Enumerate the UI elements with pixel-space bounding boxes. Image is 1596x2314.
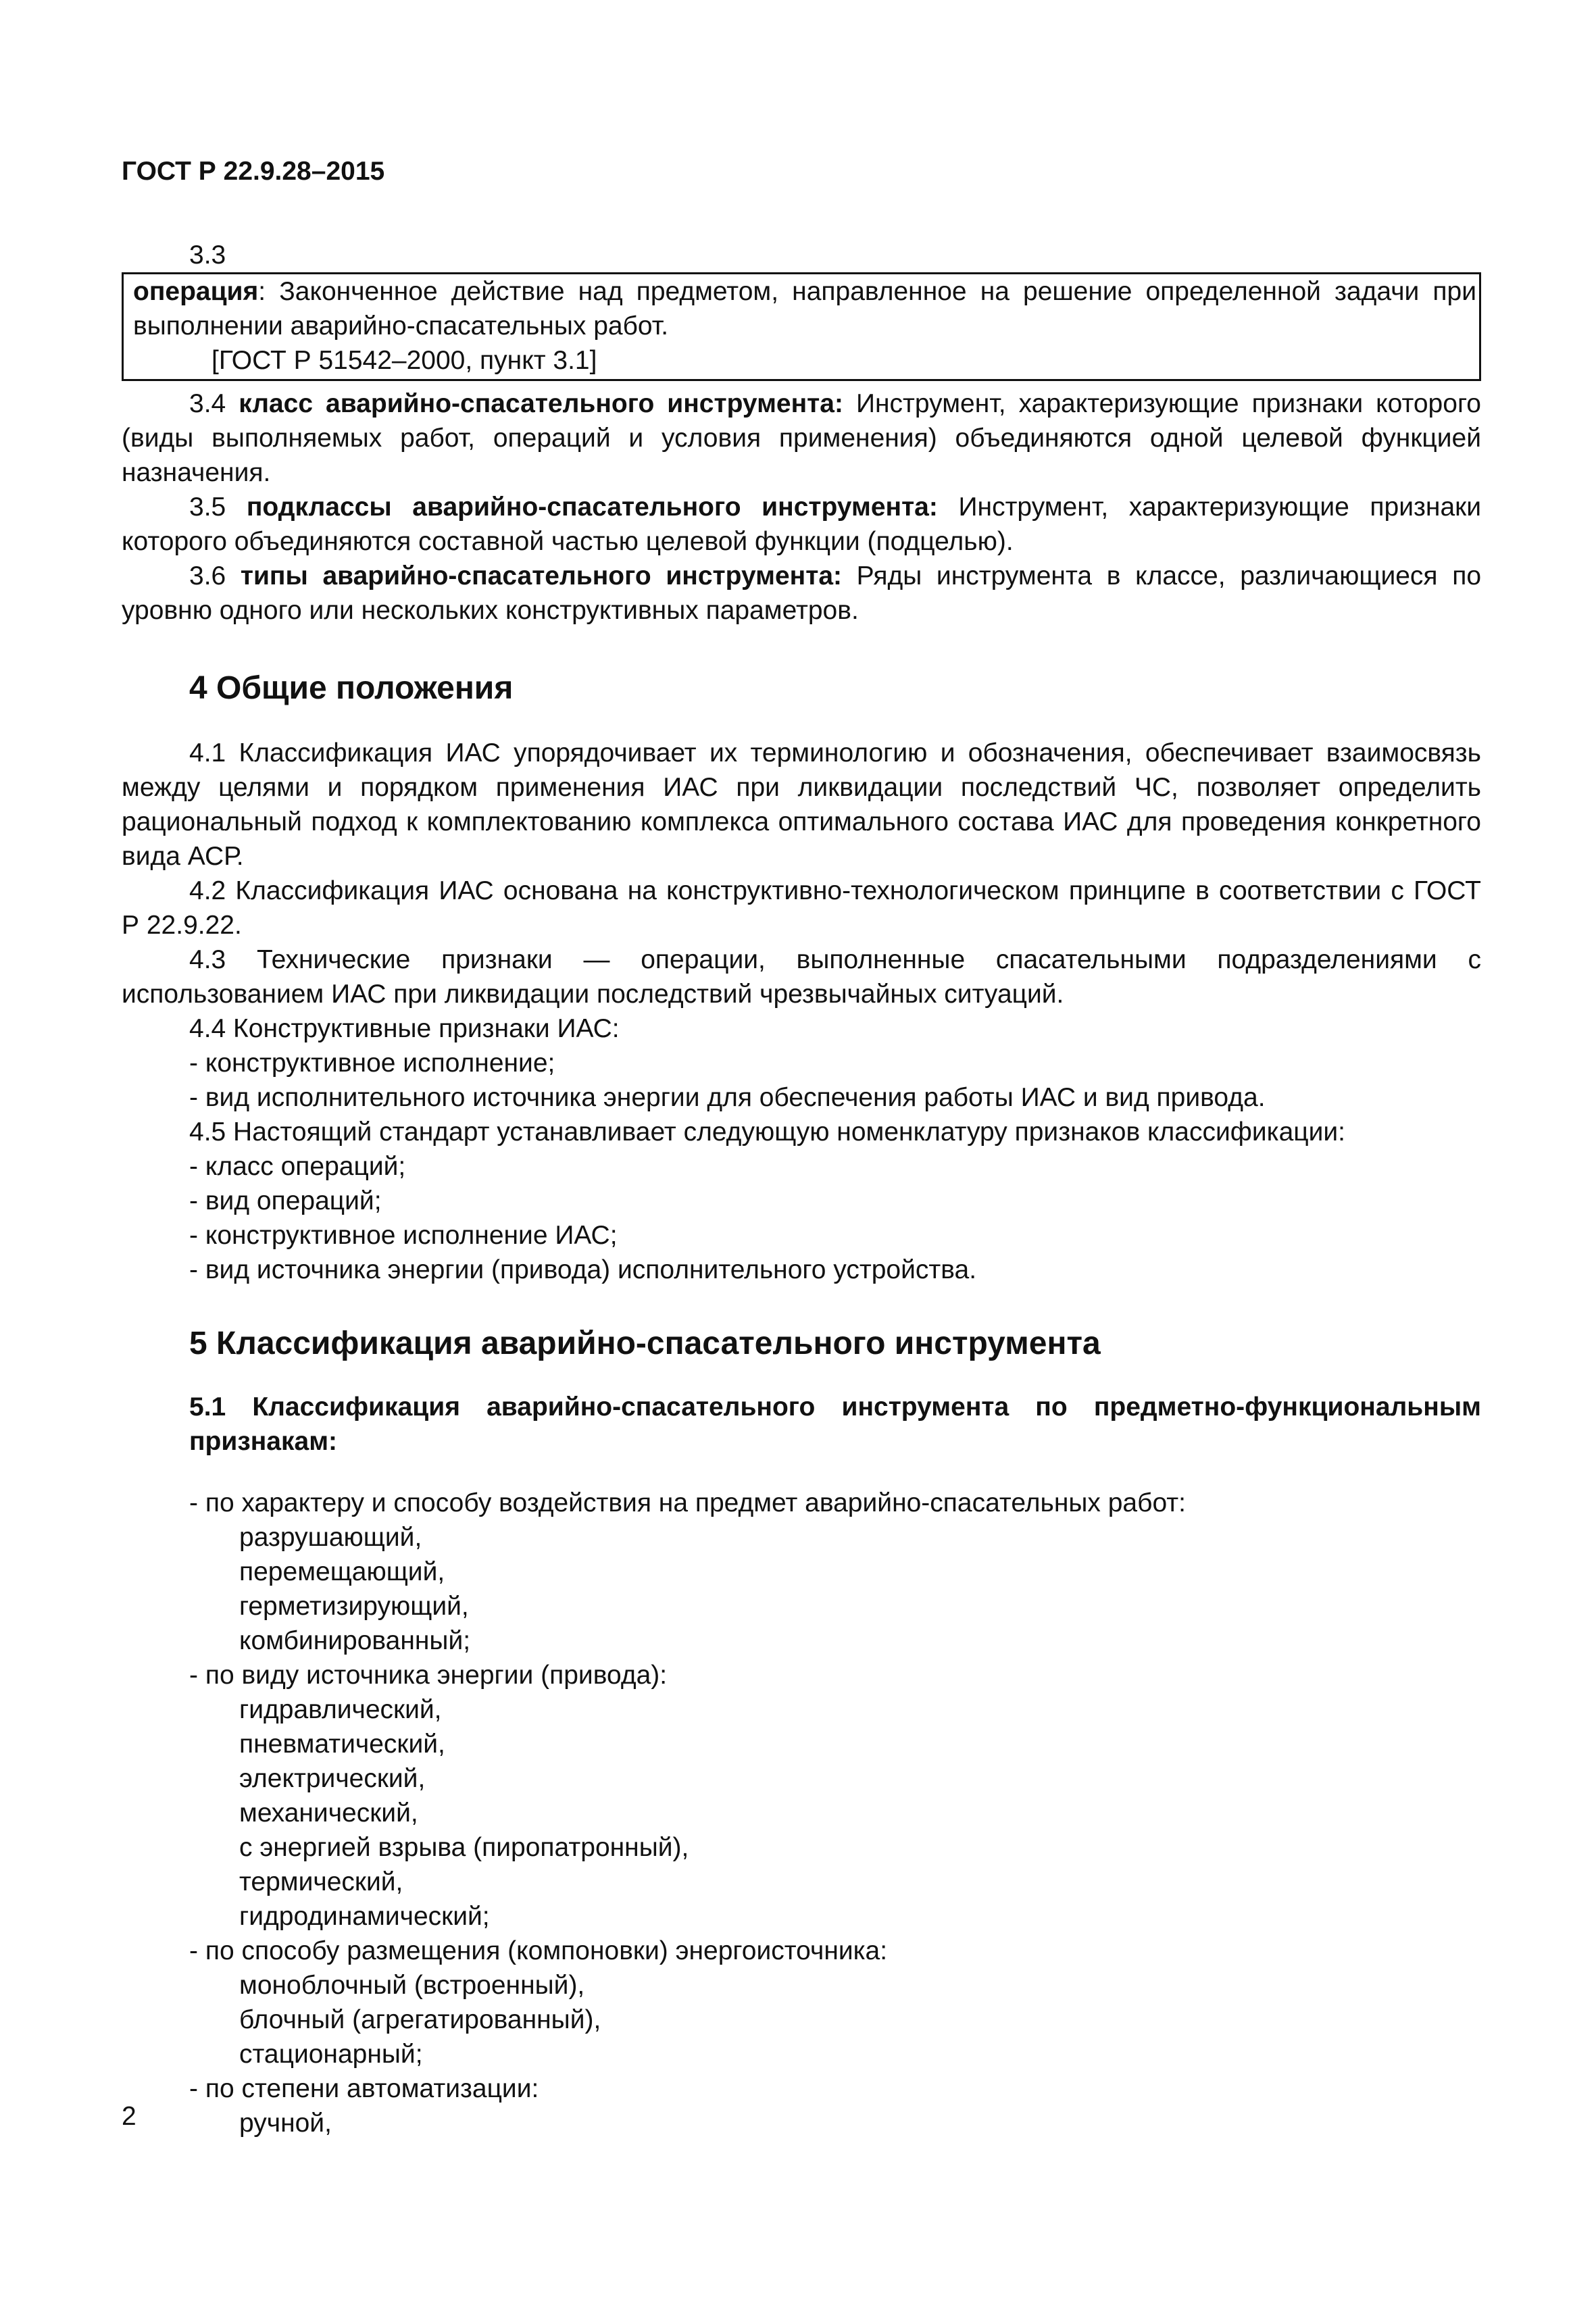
classification-group-label: - по способу размещения (компоновки) энергоисточника: — [189, 1936, 888, 1965]
clause-3-3-number: 3.3 — [189, 241, 226, 270]
page-number: 2 — [122, 2102, 136, 2131]
term: операция — [133, 277, 259, 306]
subsection-5-1-title: 5.1 Классификация аварийно-спасательного инструмента по предметно-функциональным признакам: — [189, 1392, 1481, 1456]
clause-3-5 — [122, 490, 1481, 559]
classification-item: комбинированный; — [239, 1626, 471, 1655]
classification-item: гидравлический, — [239, 1695, 442, 1724]
classification-item: электрический, — [239, 1764, 426, 1793]
term: типы аварийно-спасательного инструмента: — [240, 561, 843, 590]
classification-item: разрушающий, — [239, 1523, 422, 1552]
section-4-title: 4 Общие положения — [189, 670, 514, 706]
list-item: - класс операций; — [189, 1152, 406, 1181]
definition: : Законченное действие над предметом, направленное на решение определенной задачи при выполнении аварийно-спасательных работ. — [133, 277, 1476, 341]
definition-source: [ГОСТ Р 51542–2000, пункт 3.1] — [211, 346, 597, 375]
term: класс аварийно-спасательного инструмента: — [239, 389, 843, 418]
classification-item: моноблочный (встроенный), — [239, 1971, 585, 2000]
classification-item: стационарный; — [239, 2040, 423, 2069]
clause-number: 3.4 — [189, 389, 239, 418]
definition: Инструмент, характеризующие признаки которого объединяются составной частью целевой функции (подцелью). — [122, 493, 1481, 556]
classification-group-label: - по характеру и способу воздействия на предмет аварийно-спасательных работ: — [189, 1488, 1186, 1517]
classification-item: блочный (агрегатированный), — [239, 2005, 601, 2034]
clause-4-3: 4.3 Технические признаки — операции, выполненные спасательными подразделениями с использованием ИАС при ликвидации последствий чрезвычайных ситуаций. — [122, 945, 1481, 1009]
clause-3-3-text — [133, 274, 1476, 343]
classification-item: термический, — [239, 1867, 403, 1896]
definition: Ряды инструмента в классе, различающиеся по уровню одного или нескольких конструктивных параметров. — [122, 561, 1482, 625]
list-item: - конструктивное исполнение; — [189, 1049, 555, 1078]
definition: Инструмент, характеризующие признаки которого (виды выполняемых работ, операций и условия применения) объединяются одной целевой функцией назначения. — [122, 389, 1482, 487]
classification-item: перемещающий, — [239, 1557, 445, 1586]
definition-box — [122, 272, 1481, 381]
classification-item: ручной, — [239, 2109, 332, 2138]
clause-number: 3.5 — [189, 493, 247, 522]
classification-list — [122, 1486, 1481, 2140]
list-item: - вид исполнительного источника энергии для обеспечения работы ИАС и вид привода. — [189, 1083, 1266, 1112]
clause-number: 3.6 — [189, 561, 241, 590]
classification-group-label: - по степени автоматизации: — [189, 2074, 539, 2103]
list-item: - вид операций; — [189, 1186, 382, 1215]
classification-item: с энергией взрыва (пиропатронный), — [239, 1833, 689, 1862]
classification-item: герметизирующий, — [239, 1592, 469, 1621]
document-page — [122, 0, 1481, 2314]
section-5-title: 5 Классификация аварийно-спасательного инструмента — [189, 1326, 1101, 1361]
list-item: - конструктивное исполнение ИАС; — [189, 1221, 618, 1250]
clause-4-5: 4.5 Настоящий стандарт устанавливает следующую номенклатуру признаков классификации: — [189, 1117, 1346, 1147]
classification-group-label: - по виду источника энергии (привода): — [189, 1661, 668, 1690]
classification-item: пневматический, — [239, 1730, 445, 1759]
clause-3-4 — [122, 386, 1481, 490]
clause-4-1: 4.1 Классификация ИАС упорядочивает их терминологию и обозначения, обеспечивает взаимосвязь между целями и порядком применения ИАС при ликвидации последствий ЧС, позволяет определить рациональный подход к комплектованию комплекса оптимального состава ИАС для проведения конкретного вида АСР. — [122, 738, 1481, 871]
list-item: - вид источника энергии (привода) исполнительного устройства. — [189, 1255, 977, 1284]
document-header: ГОСТ Р 22.9.28–2015 — [122, 157, 385, 186]
document-body — [122, 238, 1481, 2140]
classification-item: гидродинамический; — [239, 1902, 490, 1931]
clause-4-2: 4.2 Классификация ИАС основана на конструктивно-технологическом принципе в соответствии с ГОСТ Р 22.9.22. — [122, 876, 1481, 940]
classification-item: механический, — [239, 1799, 418, 1828]
clause-4-4: 4.4 Конструктивные признаки ИАС: — [189, 1014, 620, 1043]
clause-3-6 — [122, 559, 1481, 628]
term: подклассы аварийно-спасательного инструмента: — [246, 493, 938, 522]
